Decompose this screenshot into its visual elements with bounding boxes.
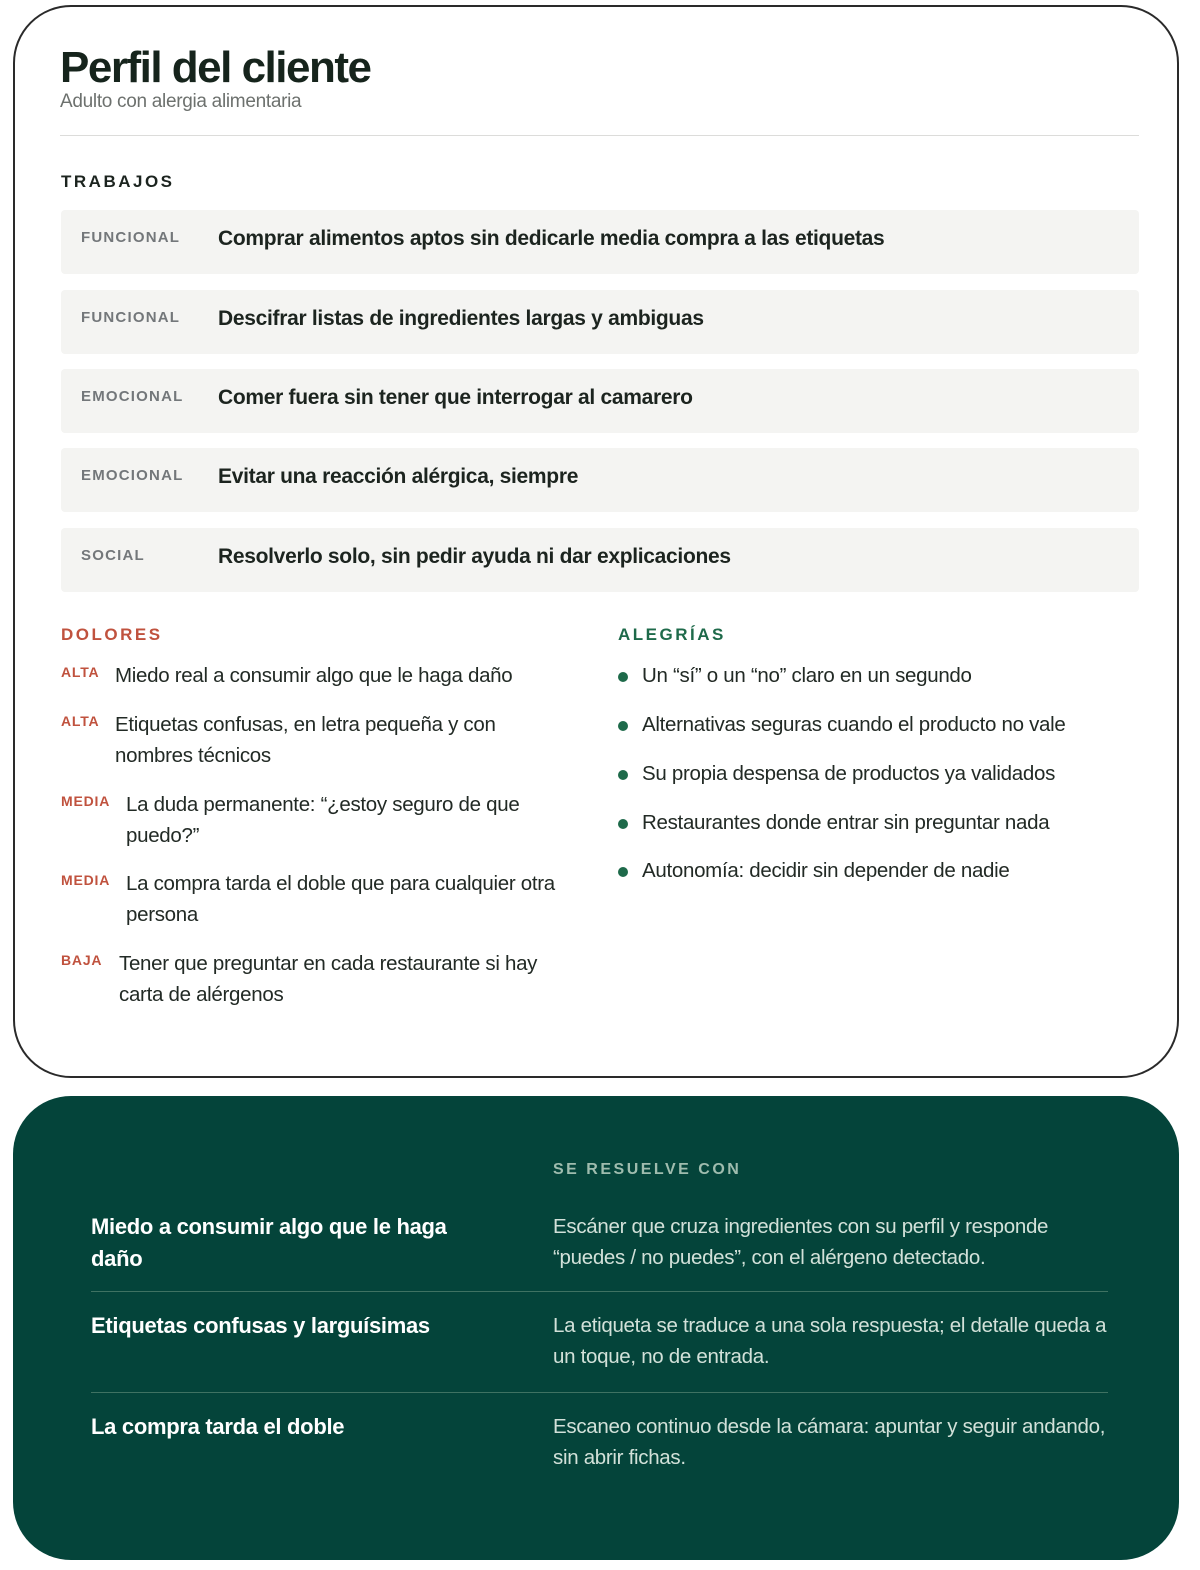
job-text: Comprar alimentos aptos sin dedicarle media compra a las etiquetas xyxy=(218,227,885,250)
job-type-tag: EMOCIONAL xyxy=(81,467,184,484)
title-divider xyxy=(60,135,1139,136)
solution-pain: Etiquetas confusas y larguísimas xyxy=(91,1313,430,1338)
pain-text: La compra tarda el doble que para cualquier otra persona xyxy=(126,872,555,926)
pain-severity-badge: BAJA xyxy=(61,952,103,968)
pain-text: Miedo real a consumir algo que le haga daño xyxy=(115,664,513,687)
solution-card xyxy=(13,1096,1179,1560)
pain-severity-badge: MEDIA xyxy=(61,872,111,888)
job-type-tag: SOCIAL xyxy=(81,547,145,564)
pain-text: Etiquetas confusas, en letra pequeña y con nombres técnicos xyxy=(115,713,496,767)
job-row xyxy=(61,528,1139,592)
gain-text: Restaurantes donde entrar sin preguntar nada xyxy=(642,811,1050,834)
row-divider xyxy=(91,1392,1108,1393)
job-type-tag: FUNCIONAL xyxy=(81,309,181,326)
gain-text: Su propia despensa de productos ya validados xyxy=(642,762,1056,785)
pain-text: Tener que preguntar en cada restaurante si hay carta de alérgenos xyxy=(119,952,538,1006)
solution-answer: La etiqueta se traduce a una sola respuesta; el detalle queda a un toque, no de entrada. xyxy=(553,1314,1107,1368)
pain-item xyxy=(61,709,571,771)
gain-text: Un “sí” o un “no” claro en un segundo xyxy=(642,664,972,687)
pain-text: La duda permanente: “¿estoy seguro de que puedo?” xyxy=(126,793,520,847)
job-type-tag: FUNCIONAL xyxy=(81,229,181,246)
pain-severity-badge: ALTA xyxy=(61,664,100,680)
gains-section-label: ALEGRÍAS xyxy=(618,625,726,644)
gain-text: Alternativas seguras cuando el producto no vale xyxy=(642,713,1066,736)
job-row xyxy=(61,369,1139,433)
solution-pain: La compra tarda el doble xyxy=(91,1414,345,1439)
job-text: Evitar una reacción alérgica, siempre xyxy=(218,465,579,488)
solution-answer: Escaneo continuo desde la cámara: apuntar y seguir andando, sin abrir fichas. xyxy=(553,1415,1106,1469)
bullet-dot-icon xyxy=(618,721,628,731)
bullet-dot-icon xyxy=(618,672,628,682)
pain-severity-badge: ALTA xyxy=(61,713,100,729)
solution-answer: Escáner que cruza ingredientes con su perfil y responde “puedes / no puedes”, con el alérgeno detectado. xyxy=(553,1215,1049,1269)
page-subtitle: Adulto con alergia alimentaria xyxy=(60,91,302,112)
pain-severity-badge: MEDIA xyxy=(61,793,111,809)
row-divider xyxy=(91,1291,1108,1292)
pain-item xyxy=(61,660,571,691)
bullet-dot-icon xyxy=(618,819,628,829)
job-text: Descifrar listas de ingredientes largas y ambiguas xyxy=(218,307,704,330)
page-title: Perfil del cliente xyxy=(60,43,371,92)
job-text: Comer fuera sin tener que interrogar al camarero xyxy=(218,386,693,409)
job-type-tag: EMOCIONAL xyxy=(81,388,184,405)
bullet-dot-icon xyxy=(618,770,628,780)
pains-section-label: DOLORES xyxy=(61,625,163,644)
solution-header: SE RESUELVE CON xyxy=(553,1161,742,1178)
jobs-section-label: TRABAJOS xyxy=(61,172,175,191)
job-row xyxy=(61,290,1139,354)
solution-pain: Miedo a consumir algo que le haga daño xyxy=(91,1214,447,1271)
job-row xyxy=(61,210,1139,274)
pain-item xyxy=(61,868,571,930)
job-row xyxy=(61,448,1139,512)
customer-profile-card xyxy=(13,5,1179,1078)
pain-item xyxy=(61,948,571,1010)
gain-text: Autonomía: decidir sin depender de nadie xyxy=(642,859,1010,882)
job-text: Resolverlo solo, sin pedir ayuda ni dar explicaciones xyxy=(218,545,731,568)
pain-item xyxy=(61,789,571,851)
bullet-dot-icon xyxy=(618,867,628,877)
